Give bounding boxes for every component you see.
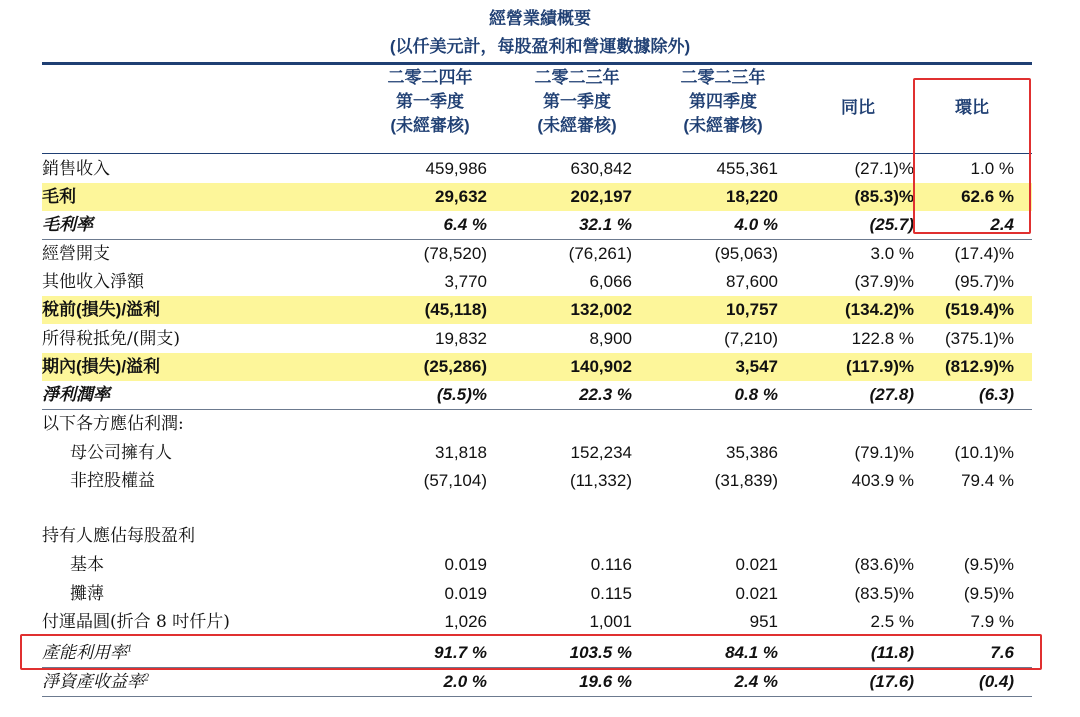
value-cell: 35,386 bbox=[726, 443, 778, 462]
value-cell: 6.4 % bbox=[443, 215, 487, 234]
table-row-period-profit bbox=[42, 353, 1032, 381]
value-cell: 1,001 bbox=[589, 612, 632, 631]
value-cell: (95,063) bbox=[714, 244, 778, 263]
table-row-eps-heading bbox=[42, 522, 1032, 550]
row-label: 產能利用率$^1$ bbox=[42, 643, 132, 662]
value-cell: 84.1 % bbox=[725, 643, 778, 662]
value-cell: (25.7) bbox=[869, 215, 914, 234]
table-row-net-margin bbox=[42, 381, 1032, 410]
value-cell: (45,118) bbox=[424, 300, 487, 319]
value-cell: 122.8 % bbox=[851, 329, 914, 348]
row-label: 淨資產收益率$^2$ bbox=[42, 672, 149, 691]
row-label: 基本 bbox=[70, 555, 104, 575]
value-cell: (9.5)% bbox=[963, 584, 1014, 603]
value-cell: (83.6)% bbox=[854, 555, 914, 574]
value-cell: 3,547 bbox=[735, 357, 778, 376]
table-row-eps-basic bbox=[42, 551, 1032, 579]
value-cell: (79.1)% bbox=[854, 443, 914, 462]
table-row-parent-owners bbox=[42, 439, 1032, 467]
row-label: 付運晶圓(折合 8 吋仟片) bbox=[42, 612, 230, 632]
table-row-income-tax bbox=[42, 325, 1032, 353]
row-label: 其他收入淨額 bbox=[42, 272, 144, 292]
value-cell: 87,600 bbox=[726, 272, 778, 291]
value-cell: (10.1)% bbox=[954, 443, 1014, 462]
value-cell: 62.6 % bbox=[961, 187, 1014, 206]
value-cell: (117.9)% bbox=[845, 357, 914, 376]
value-cell: (78,520) bbox=[423, 244, 487, 263]
value-cell: (31,839) bbox=[714, 471, 778, 490]
footnote-marker: 1 bbox=[127, 643, 132, 655]
row-label: 持有人應佔每股盈利 bbox=[42, 526, 195, 546]
value-cell: 2.4 % bbox=[734, 672, 778, 691]
table-row-attributable-heading bbox=[42, 410, 1032, 438]
table-row-revenue bbox=[42, 155, 1032, 183]
header-bottom-rule bbox=[42, 153, 1032, 154]
value-cell: 1,026 bbox=[444, 612, 487, 631]
value-cell: (57,104) bbox=[423, 471, 487, 490]
table-row-other-income bbox=[42, 268, 1032, 296]
value-cell: 31,818 bbox=[435, 443, 487, 462]
value-cell: 2.5 % bbox=[870, 612, 914, 631]
row-label: 毛利率 bbox=[42, 215, 93, 234]
value-cell: (11.8) bbox=[870, 643, 914, 662]
value-cell: 18,220 bbox=[726, 187, 778, 206]
row-label: 母公司擁有人 bbox=[70, 443, 172, 463]
value-cell: 0.116 bbox=[590, 555, 632, 574]
value-cell: 19,832 bbox=[435, 329, 487, 348]
table-row-eps-diluted bbox=[42, 580, 1032, 608]
row-label: 經營開支 bbox=[42, 244, 110, 264]
row-label: 銷售收入 bbox=[42, 159, 110, 179]
table-row-operating-expenses bbox=[42, 240, 1032, 268]
value-cell: 0.019 bbox=[444, 584, 487, 603]
value-cell: (7,210) bbox=[724, 329, 778, 348]
row-label: 期內(損失)/溢利 bbox=[42, 357, 161, 376]
value-cell: (9.5)% bbox=[963, 555, 1014, 574]
value-cell: (95.7)% bbox=[954, 272, 1014, 291]
table-row-roe bbox=[42, 668, 1032, 697]
table-row-wafer-shipments bbox=[42, 608, 1032, 636]
value-cell: 32.1 % bbox=[579, 215, 632, 234]
value-cell: 0.021 bbox=[735, 555, 778, 574]
row-label: 攤薄 bbox=[70, 584, 104, 604]
value-cell: 0.8 % bbox=[734, 385, 778, 404]
col-header-q1-2023: 二零二三年 第一季度 (未經審核) bbox=[534, 68, 620, 135]
col-header-q4-2023: 二零二三年 第四季度 (未經審核) bbox=[680, 68, 766, 135]
row-label: 非控股權益 bbox=[70, 471, 155, 491]
table-row-gross-margin bbox=[42, 211, 1032, 240]
value-cell: 132,002 bbox=[570, 300, 632, 319]
row-label: 毛利 bbox=[42, 187, 76, 206]
value-cell: (27.1)% bbox=[854, 159, 914, 178]
value-cell: 3.0 % bbox=[870, 244, 914, 263]
value-cell: (0.4) bbox=[979, 672, 1014, 691]
value-cell: 103.5 % bbox=[569, 643, 632, 662]
header-top-rule bbox=[42, 62, 1032, 65]
value-cell: 202,197 bbox=[570, 187, 632, 206]
value-cell: 7.9 % bbox=[970, 612, 1014, 631]
value-cell: (85.3)% bbox=[854, 187, 914, 206]
value-cell: 0.019 bbox=[444, 555, 487, 574]
value-cell: 0.115 bbox=[590, 584, 632, 603]
value-cell: (76,261) bbox=[568, 244, 632, 263]
col-header-q1-2024: 二零二四年 第一季度 (未經審核) bbox=[387, 68, 473, 135]
value-cell: 455,361 bbox=[716, 159, 778, 178]
value-cell: (37.9)% bbox=[854, 272, 914, 291]
value-cell: 4.0 % bbox=[734, 215, 778, 234]
value-cell: (6.3) bbox=[979, 385, 1014, 404]
value-cell: 29,632 bbox=[435, 187, 487, 206]
annotation-box-qoq bbox=[913, 78, 1031, 234]
value-cell: (134.2)% bbox=[845, 300, 914, 319]
value-cell: 22.3 % bbox=[579, 385, 632, 404]
value-cell: 0.021 bbox=[735, 584, 778, 603]
row-label: 淨利潤率 bbox=[42, 385, 110, 404]
table-row-pretax bbox=[42, 296, 1032, 324]
annotation-box-utilization bbox=[20, 634, 1042, 670]
value-cell: 152,234 bbox=[570, 443, 632, 462]
value-cell: 1.0 % bbox=[970, 159, 1014, 178]
report-subtitle: (以仟美元計，每股盈利和營運數據除外) bbox=[389, 37, 691, 56]
value-cell: 91.7 % bbox=[434, 643, 487, 662]
value-cell: (17.4)% bbox=[954, 244, 1014, 263]
value-cell: 79.4 % bbox=[961, 471, 1014, 490]
value-cell: 19.6 % bbox=[579, 672, 632, 691]
value-cell: 10,757 bbox=[726, 300, 778, 319]
value-cell: (17.6) bbox=[869, 672, 914, 691]
value-cell: (27.8) bbox=[869, 385, 914, 404]
value-cell: (25,286) bbox=[423, 357, 487, 376]
value-cell: (11,332) bbox=[569, 471, 632, 490]
report-title: 經營業績概要 bbox=[489, 9, 591, 28]
value-cell: 459,986 bbox=[425, 159, 487, 178]
value-cell: (812.9)% bbox=[945, 357, 1014, 376]
table-row-non-controlling bbox=[42, 467, 1032, 495]
value-cell: 8,900 bbox=[589, 329, 632, 348]
col-header-qoq: 環比 bbox=[955, 98, 989, 117]
value-cell: (375.1)% bbox=[945, 329, 1014, 348]
table-row-gross-profit bbox=[42, 183, 1032, 211]
value-cell: (519.4)% bbox=[945, 300, 1014, 319]
value-cell: 2.4 bbox=[990, 215, 1014, 234]
value-cell: 140,902 bbox=[570, 357, 632, 376]
value-cell: (83.5)% bbox=[854, 584, 914, 603]
row-label: 以下各方應佔利潤: bbox=[42, 414, 184, 434]
value-cell: 630,842 bbox=[570, 159, 632, 178]
value-cell: 951 bbox=[749, 612, 778, 631]
value-cell: 7.6 bbox=[990, 643, 1014, 662]
value-cell: 2.0 % bbox=[443, 672, 487, 691]
row-label: 稅前(損失)/溢利 bbox=[42, 300, 161, 319]
col-header-yoy: 同比 bbox=[841, 98, 875, 117]
value-cell: 403.9 % bbox=[851, 471, 914, 490]
footnote-marker: 2 bbox=[144, 672, 149, 684]
value-cell: 6,066 bbox=[589, 272, 632, 291]
value-cell: (5.5)% bbox=[436, 385, 487, 404]
row-label: 所得稅抵免/(開支) bbox=[42, 329, 180, 349]
value-cell: 3,770 bbox=[444, 272, 487, 291]
